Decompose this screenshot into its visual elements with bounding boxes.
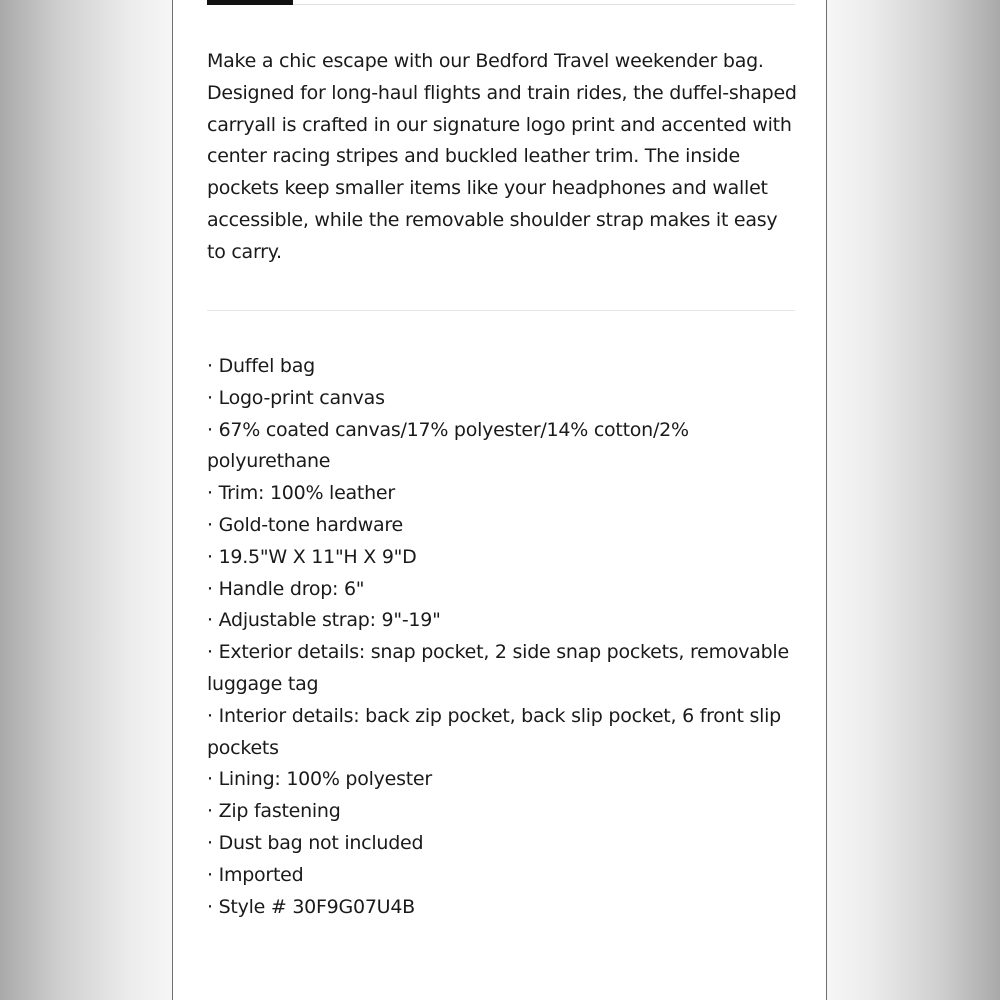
list-item: · Exterior details: snap pocket, 2 side snap pockets, removable luggage tag <box>207 637 799 701</box>
list-item: · Zip fastening <box>207 796 799 828</box>
list-item: · Logo-print canvas <box>207 383 799 415</box>
list-item: · Lining: 100% polyester <box>207 764 799 796</box>
list-item: · Dust bag not included <box>207 828 799 860</box>
list-item: · Gold-tone hardware <box>207 510 799 542</box>
section-divider <box>207 310 795 311</box>
list-item: · Interior details: back zip pocket, back slip pocket, 6 front slip pockets <box>207 701 799 765</box>
list-item: · Duffel bag <box>207 351 799 383</box>
active-tab-indicator[interactable] <box>207 0 293 5</box>
product-details-panel <box>172 0 827 1000</box>
product-description: Make a chic escape with our Bedford Travel weekender bag. Designed for long-haul flights and train rides, the duffel-shaped carryall is crafted in our signature logo print and accented with center racing stripes and buckled leather trim. The inside pockets keep smaller items like your headphones and wallet accessible, while the removable shoulder strap makes it easy to carry. <box>207 50 797 263</box>
list-item: · Adjustable strap: 9"-19" <box>207 605 799 637</box>
list-item: · Style # 30F9G07U4B <box>207 892 799 924</box>
product-details-list <box>207 351 799 923</box>
list-item: · Trim: 100% leather <box>207 478 799 510</box>
list-item: · Imported <box>207 860 799 892</box>
tab-bar-divider <box>207 4 795 5</box>
list-item: · 67% coated canvas/17% polyester/14% cotton/2% polyurethane <box>207 415 799 479</box>
list-item: · Handle drop: 6" <box>207 574 799 606</box>
list-item: · 19.5"W X 11"H X 9"D <box>207 542 799 574</box>
